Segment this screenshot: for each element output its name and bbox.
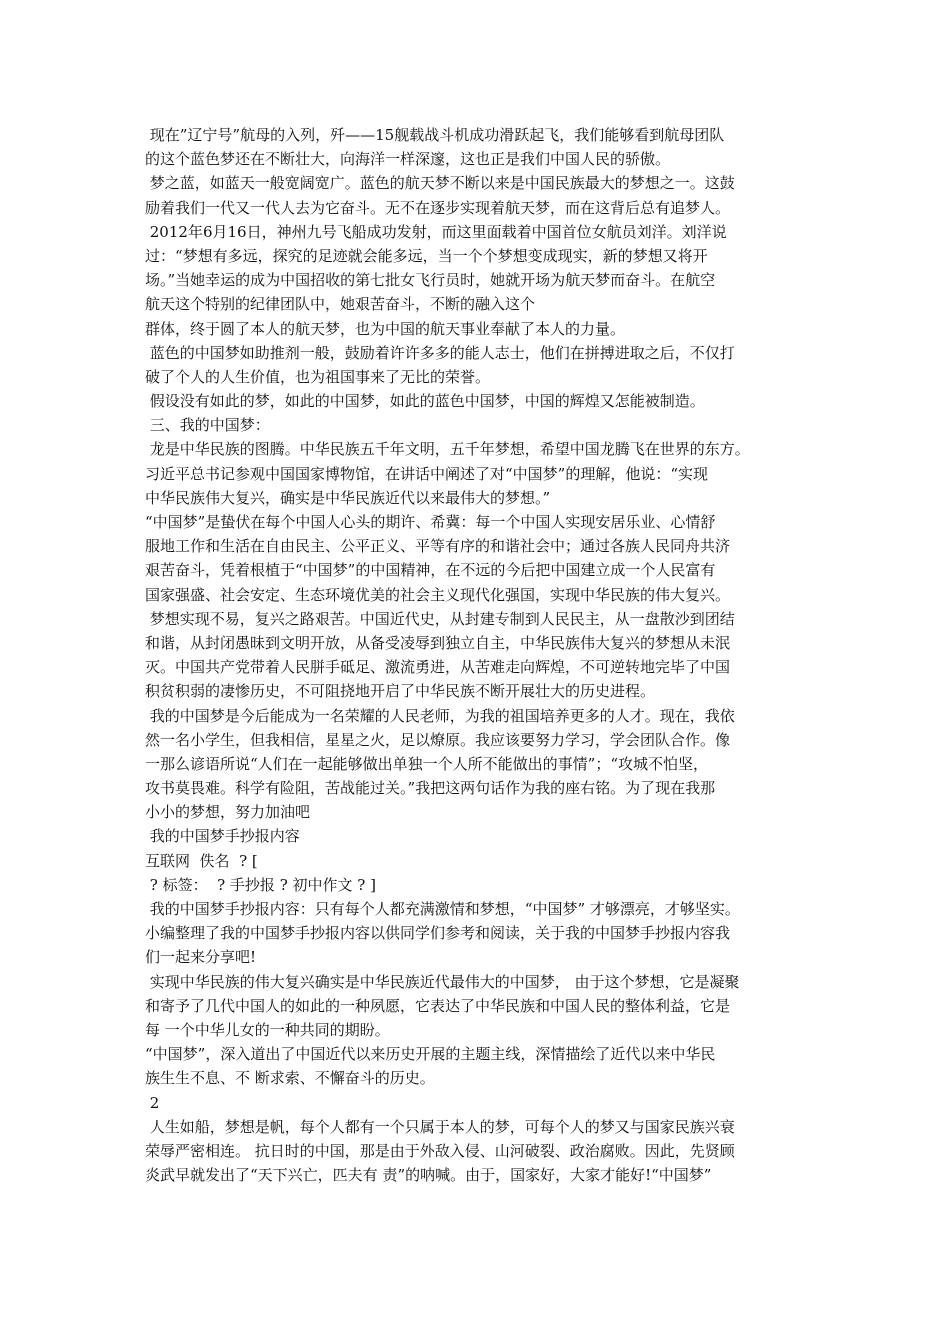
text-line: 实现中华民族的伟大复兴确实是中华民族近代最伟大的中国梦， 由于这个梦想，它是凝聚 (145, 972, 740, 991)
text-line: 小小的梦想，努力加油吧 (145, 803, 311, 822)
text-line: 攻书莫畏难。科学有险阻，苦战能过关。”我把这两句话作为我的座右铭。为了现在我那 (145, 779, 716, 798)
text-line: 蓝色的中国梦如助推剂一般，鼓励着许许多多的能人志士，他们在拼搏进取之后，不仅打 (145, 343, 735, 362)
text-line: 龙是中华民族的图腾。中华民族五千年文明，五千年梦想，希望中国龙腾飞在世界的东方。 (145, 440, 750, 459)
text-line: ? 标签： ? 手抄报 ? 初中作文 ? ] (145, 875, 376, 894)
text-line: 群体，终于圆了本人的航天梦，也为中国的航天事业奉献了本人的力量。 (145, 319, 626, 338)
text-line: 荣辱严密相连。 抗日时的中国，那是由于外敌入侵、山河破裂、政治腐败。因此，先贤顾 (145, 1141, 735, 1160)
text-line: 假设没有如此的梦，如此的中国梦，如此的蓝色中国梦，中国的辉煌又怎能被制造。 (145, 392, 705, 411)
text-line: 我的中国梦手抄报内容：只有每个人都充满激情和梦想，“中国梦” 才够漂亮，才够坚实。 (145, 900, 740, 918)
text-line: 中华民族伟大复兴，确实是中华民族近代以来最伟大的梦想。” (145, 488, 551, 507)
text-line: 和寄予了几代中国人的如此的一种夙愿，它表达了中华民族和中国人民的整体利益，它是 (145, 996, 731, 1015)
text-line: 互联网 佚名 ? [ (145, 851, 258, 870)
document-page (145, 123, 845, 1187)
text-line: 过：“梦想有多远，探究的足迹就会能多远，当一个个梦想变成现实，新的梦想又将开 (145, 246, 708, 265)
text-line: 励着我们一代又一代人去为它奋斗。无不在逐步实现着航天梦，而在这背后总有追梦人。 (145, 198, 731, 217)
text-line: 一那么谚语所说“人们在一起能够做出单独一个人所不能做出的事情”；“攻城不怕坚， (145, 754, 709, 773)
text-line: 梦之蓝，如蓝天一般宽阔宽广。蓝色的航天梦不断以来是中国民族最大的梦想之一。这鼓 (145, 174, 735, 193)
text-line: 现在”辽宁号”航母的入列，歼——15舰载战斗机成功滑跃起飞，我们能够看到航母团队 (145, 126, 725, 144)
text-line: 小编整理了我的中国梦手抄报内容以供同学们参考和阅读，关于我的中国梦手抄报内容我 (145, 924, 731, 943)
text-line: 2012年6月16日，神州九号飞船成功发射，而这里面载着中国首位女航员刘洋。刘洋说 (145, 222, 727, 241)
text-line: 场。”当她幸运的成为中国招收的第七批女飞行员时，她就开场为航天梦而奋斗。在航空 (145, 271, 716, 290)
text-line: 每 一个中华儿女的一种共同的期盼。 (145, 1020, 390, 1039)
text-line: 破了个人的人生价值，也为祖国事来了无比的荣誉。 (145, 367, 491, 386)
text-line: 服地工作和生活在自由民主、公平正义、平等有序的和谐社会中；通过各族人民同舟共济 (145, 537, 731, 556)
text-line: 梦想实现不易，复兴之路艰苦。中国近代史，从封建专制到人民民主，从一盘散沙到团结 (145, 609, 735, 628)
text-line: 人生如船，梦想是帆，每个人都有一个只属于本人的梦，可每个人的梦又与国家民族兴衰 (145, 1117, 735, 1136)
text-line: 族生生不息、不 断求索、不懈奋斗的历史。 (145, 1069, 435, 1088)
text-line: “中国梦”，深入道出了中国近代以来历史开展的主题主线，深情描绘了近代以来中华民 (145, 1045, 716, 1064)
text-line: 积贫积弱的凄惨历史，不可阻挠地开启了中华民族不断开展壮大的历史进程。 (145, 682, 656, 701)
text-line: 然一名小学生，但我相信，星星之火，足以燎原。我应该要努力学习，学会团队合作。像 (145, 730, 731, 749)
text-line: 们一起来分享吧! (145, 948, 257, 967)
text-line: 的这个蓝色梦还在不断壮大，向海洋一样深邃，这也正是我们中国人民的骄傲。 (145, 150, 671, 169)
text-line: 艰苦奋斗，凭着根植于“中国梦”的中国精神，在不远的今后把中国建立成一个人民富有 (145, 561, 716, 580)
text-line: 我的中国梦手抄报内容 (145, 827, 300, 846)
text-line: “中国梦”是蛰伏在每个中国人心头的期许、希冀：每一个中国人实现安居乐业、心情舒 (145, 513, 716, 531)
text-line: 我的中国梦是今后能成为一名荣耀的人民老师，为我的祖国培养更多的人才。现在，我依 (145, 706, 735, 725)
text-line: 习近平总书记参观中国国家博物馆，在讲话中阐述了对“中国梦”的理解，他说：“实现 (145, 464, 709, 483)
text-line: 2 (145, 1093, 160, 1112)
text-line: 国家强盛、社会安定、生态环境优美的社会主义现代化强国，实现中华民族的伟大复兴。 (145, 585, 731, 604)
text-line: 炎武早就发出了“天下兴亡，匹夫有 责”的呐喊。由于，国家好，大家才能好!“中国梦” (145, 1166, 712, 1185)
text-line: 和谐，从封闭愚昧到文明开放，从备受凌辱到独立自主，中华民族伟大复兴的梦想从未泯 (145, 633, 731, 652)
text-line: 三、我的中国梦： (145, 416, 270, 435)
text-line: 航天这个特别的纪律团队中，她艰苦奋斗，不断的融入这个 (145, 295, 536, 314)
text-line: 灭。中国共产党带着人民胼手砥足、激流勇进，从苦难走向辉煌，不可逆转地完毕了中国 (145, 658, 731, 677)
